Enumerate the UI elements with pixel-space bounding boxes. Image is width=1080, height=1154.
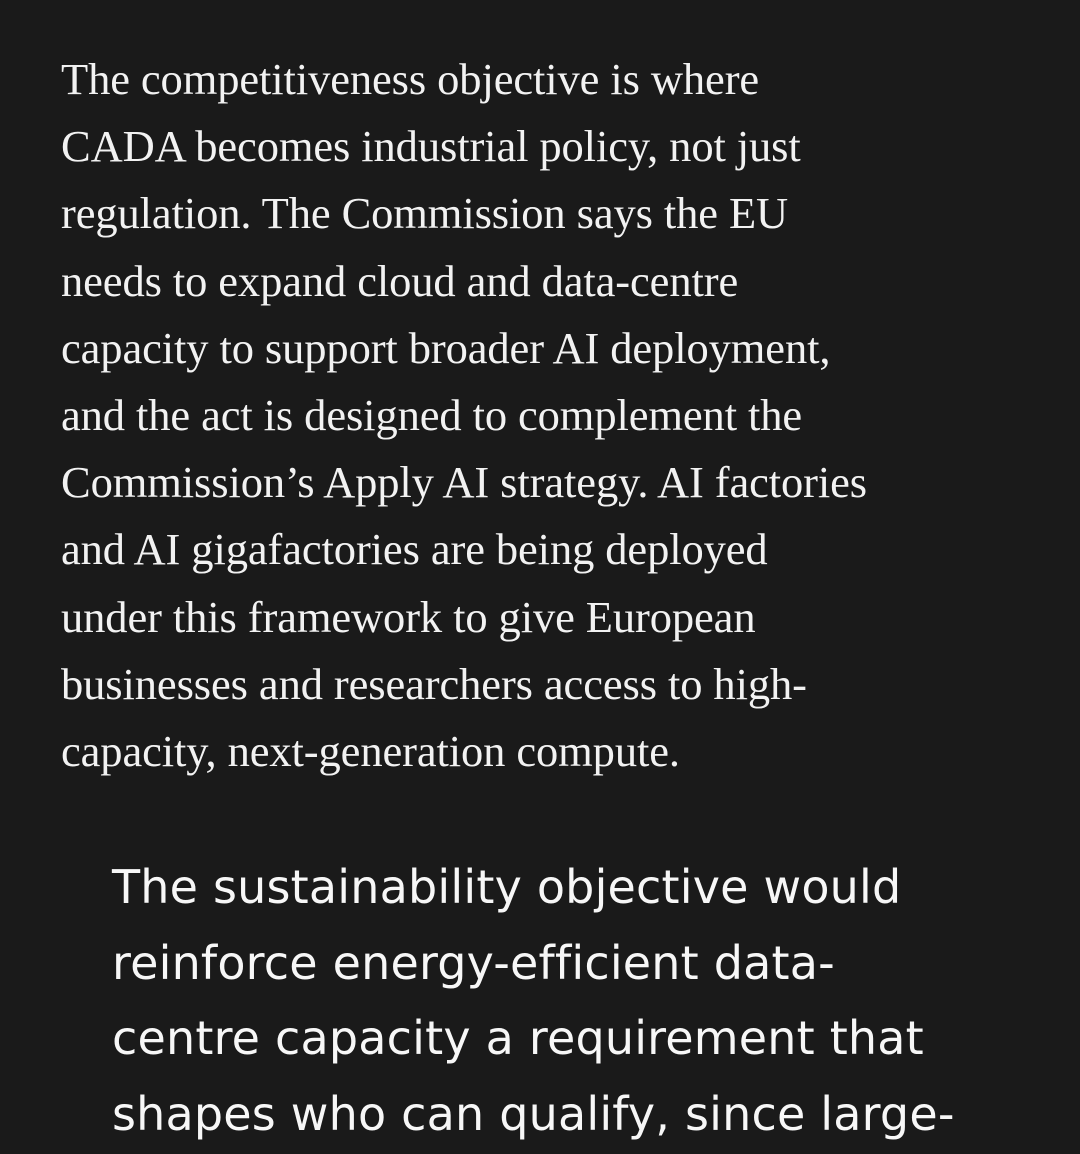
pull-quote-line: shapes who can qualify, since large- — [112, 1086, 955, 1141]
pull-quote — [112, 850, 1072, 1152]
paragraph-line: and AI gigafactories are being deployed — [61, 524, 768, 575]
paragraph-line: The competitiveness objective is where — [61, 54, 760, 104]
paragraph-line: under this framework to give European — [61, 591, 756, 642]
pull-quote-line: centre capacity a requirement that — [112, 1011, 924, 1065]
pull-quote-line: The sustainability objective would — [112, 860, 902, 914]
paragraph-line: CADA becomes industrial policy, not just — [61, 121, 801, 172]
paragraph-line: and the act is designed to complement the — [61, 390, 803, 441]
body-paragraph — [61, 46, 1021, 785]
paragraph-line: capacity to support broader AI deployment, — [61, 322, 831, 373]
paragraph-line: regulation. The Commission says the EU — [61, 188, 789, 239]
paragraph-line: needs to expand cloud and data-centre — [61, 255, 739, 306]
pull-quote-line: reinforce energy-efficient data- — [112, 935, 835, 990]
paragraph-line: Commission’s Apply AI strategy. AI factories — [61, 457, 868, 508]
paragraph-line: capacity, next-generation compute. — [61, 726, 680, 777]
paragraph-line: businesses and researchers access to high- — [61, 658, 807, 709]
